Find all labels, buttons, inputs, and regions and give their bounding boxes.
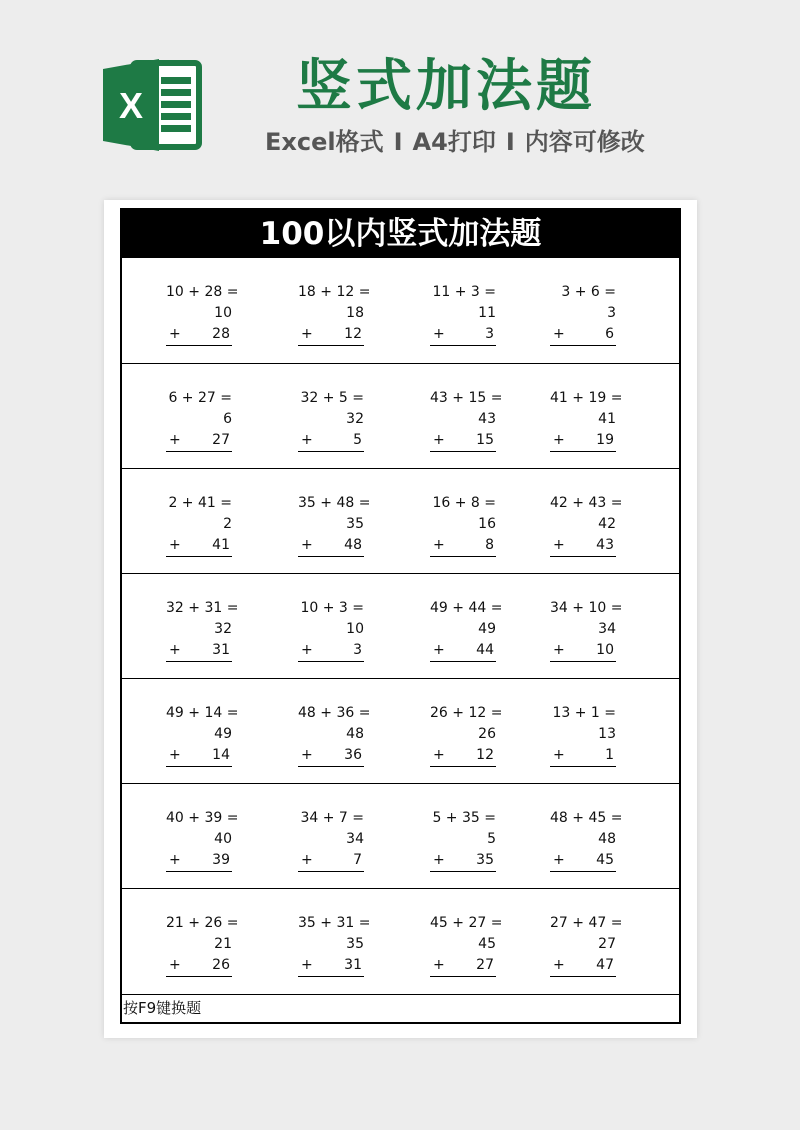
addition-problem[interactable] — [166, 598, 239, 662]
subtitle-format: Excel格式 — [265, 128, 384, 156]
problem-addend-value: 1 — [605, 747, 614, 763]
plus-sign: + — [169, 537, 181, 553]
addition-problem[interactable] — [166, 388, 232, 452]
problem-addend-top: 48 — [598, 831, 616, 847]
addition-problem[interactable] — [166, 808, 239, 872]
problem-addend-bottom — [166, 955, 232, 977]
problem-addend-bottom — [430, 324, 496, 346]
problem-addend-value: 31 — [344, 957, 362, 973]
problem-addend-bottom — [430, 640, 496, 662]
addition-problem[interactable] — [298, 388, 364, 452]
problem-equation: 13 + 1 = — [552, 705, 616, 721]
addition-problem[interactable] — [550, 388, 623, 452]
problem-addend-bottom — [298, 640, 364, 662]
problem-equation: 16 + 8 = — [432, 495, 496, 511]
problem-addend-value: 19 — [596, 432, 614, 448]
problem-addend-value: 10 — [596, 642, 614, 658]
problem-addend-bottom — [166, 535, 232, 557]
problem-equation: 40 + 39 = — [166, 810, 239, 826]
plus-sign: + — [169, 747, 181, 763]
plus-sign: + — [433, 432, 445, 448]
addition-problem[interactable] — [298, 282, 371, 346]
addition-problem[interactable] — [430, 598, 503, 662]
problem-addend-top: 10 — [346, 621, 364, 637]
problem-equation: 49 + 14 = — [166, 705, 239, 721]
problem-addend-bottom — [166, 850, 232, 872]
problem-addend-top: 11 — [478, 305, 496, 321]
problem-addend-top: 42 — [598, 516, 616, 532]
problem-addend-value: 39 — [212, 852, 230, 868]
addition-problem[interactable] — [550, 282, 616, 346]
plus-sign: + — [433, 852, 445, 868]
problem-equation: 11 + 3 = — [432, 284, 496, 300]
problem-addend-value: 35 — [476, 852, 494, 868]
plus-sign: + — [553, 747, 565, 763]
addition-problem[interactable] — [550, 598, 623, 662]
worksheet-footer: 按F9键换题 — [122, 994, 679, 1022]
problem-addend-bottom — [166, 640, 232, 662]
problem-addend-value: 14 — [212, 747, 230, 763]
problem-addend-bottom — [166, 745, 232, 767]
problem-addend-bottom — [430, 430, 496, 452]
problem-row — [122, 783, 679, 888]
addition-problem[interactable] — [298, 493, 371, 557]
plus-sign: + — [553, 642, 565, 658]
problem-addend-bottom — [166, 324, 232, 346]
problem-equation: 48 + 36 = — [298, 705, 371, 721]
problem-equation: 32 + 5 = — [300, 390, 364, 406]
problem-equation: 21 + 26 = — [166, 915, 239, 931]
problem-row — [122, 258, 679, 363]
plus-sign: + — [169, 326, 181, 342]
problem-addend-top: 40 — [214, 831, 232, 847]
addition-problem[interactable] — [430, 493, 496, 557]
subtitle-print: A4打印 — [412, 128, 496, 156]
problem-row — [122, 363, 679, 468]
problem-addend-value: 27 — [476, 957, 494, 973]
plus-sign: + — [553, 432, 565, 448]
problem-equation: 10 + 3 = — [300, 600, 364, 616]
problem-equation: 34 + 10 = — [550, 600, 623, 616]
addition-problem[interactable] — [430, 808, 496, 872]
problem-addend-top: 3 — [607, 305, 616, 321]
problem-equation: 34 + 7 = — [300, 810, 364, 826]
problem-addend-value: 3 — [353, 642, 362, 658]
problem-addend-bottom — [550, 535, 616, 557]
addition-problem[interactable] — [550, 703, 616, 767]
problem-equation: 10 + 28 = — [166, 284, 239, 300]
problem-addend-top: 43 — [478, 411, 496, 427]
problem-addend-value: 26 — [212, 957, 230, 973]
plus-sign: + — [433, 642, 445, 658]
problem-equation: 26 + 12 = — [430, 705, 503, 721]
problem-addend-top: 49 — [478, 621, 496, 637]
problem-addend-bottom — [298, 430, 364, 452]
problem-addend-top: 32 — [214, 621, 232, 637]
problem-equation: 49 + 44 = — [430, 600, 503, 616]
problem-addend-bottom — [550, 955, 616, 977]
problem-addend-value: 5 — [353, 432, 362, 448]
problem-addend-bottom — [298, 955, 364, 977]
problem-equation: 6 + 27 = — [168, 390, 232, 406]
problem-equation: 45 + 27 = — [430, 915, 503, 931]
problem-addend-bottom — [550, 640, 616, 662]
plus-sign: + — [553, 852, 565, 868]
problem-addend-bottom — [166, 430, 232, 452]
excel-logo-letter: X — [118, 85, 144, 126]
excel-icon — [103, 55, 203, 155]
problem-equation: 43 + 15 = — [430, 390, 503, 406]
problem-addend-top: 6 — [223, 411, 232, 427]
addition-problem[interactable] — [298, 808, 364, 872]
problem-addend-top: 45 — [478, 936, 496, 952]
problem-addend-top: 27 — [598, 936, 616, 952]
addition-problem[interactable] — [166, 703, 239, 767]
plus-sign: + — [301, 852, 313, 868]
plus-sign: + — [301, 326, 313, 342]
problem-equation: 32 + 31 = — [166, 600, 239, 616]
addition-problem[interactable] — [430, 388, 503, 452]
problem-addend-bottom — [550, 324, 616, 346]
problem-addend-bottom — [298, 535, 364, 557]
plus-sign: + — [301, 642, 313, 658]
problem-grid — [122, 258, 679, 993]
addition-problem[interactable] — [166, 282, 239, 346]
addition-problem[interactable] — [166, 493, 232, 557]
problem-addend-top: 49 — [214, 726, 232, 742]
problem-addend-bottom — [430, 955, 496, 977]
addition-problem[interactable] — [550, 913, 623, 977]
problem-addend-bottom — [298, 850, 364, 872]
plus-sign: + — [301, 537, 313, 553]
plus-sign: + — [169, 957, 181, 973]
addition-problem[interactable] — [550, 493, 623, 557]
plus-sign: + — [169, 642, 181, 658]
addition-problem[interactable] — [430, 282, 496, 346]
worksheet — [120, 208, 681, 1024]
plus-sign: + — [169, 432, 181, 448]
problem-addend-value: 44 — [476, 642, 494, 658]
problem-addend-value: 8 — [485, 537, 494, 553]
problem-row — [122, 573, 679, 678]
problem-equation: 41 + 19 = — [550, 390, 623, 406]
plus-sign: + — [169, 852, 181, 868]
problem-addend-value: 27 — [212, 432, 230, 448]
paper-preview — [104, 200, 697, 1038]
problem-equation: 5 + 35 = — [432, 810, 496, 826]
addition-problem[interactable] — [550, 808, 623, 872]
problem-addend-value: 31 — [212, 642, 230, 658]
problem-addend-top: 26 — [478, 726, 496, 742]
problem-addend-bottom — [430, 850, 496, 872]
problem-row — [122, 468, 679, 573]
plus-sign: + — [553, 957, 565, 973]
worksheet-title: 100以内竖式加法题 — [122, 210, 679, 258]
problem-addend-top: 32 — [346, 411, 364, 427]
addition-problem[interactable] — [298, 913, 371, 977]
problem-equation: 27 + 47 = — [550, 915, 623, 931]
problem-addend-bottom — [550, 850, 616, 872]
subtitle-editable: 内容可修改 — [524, 128, 645, 156]
problem-addend-value: 45 — [596, 852, 614, 868]
problem-addend-top: 18 — [346, 305, 364, 321]
plus-sign: + — [301, 957, 313, 973]
problem-addend-bottom — [550, 745, 616, 767]
problem-equation: 35 + 48 = — [298, 495, 371, 511]
plus-sign: + — [433, 537, 445, 553]
problem-addend-top: 21 — [214, 936, 232, 952]
plus-sign: + — [433, 747, 445, 763]
problem-addend-top: 34 — [346, 831, 364, 847]
problem-addend-value: 7 — [353, 852, 362, 868]
problem-addend-bottom — [298, 745, 364, 767]
problem-addend-top: 13 — [598, 726, 616, 742]
problem-equation: 35 + 31 = — [298, 915, 371, 931]
problem-addend-top: 41 — [598, 411, 616, 427]
plus-sign: + — [301, 432, 313, 448]
plus-sign: + — [553, 537, 565, 553]
plus-sign: + — [433, 326, 445, 342]
problem-addend-top: 35 — [346, 516, 364, 532]
problem-addend-value: 12 — [476, 747, 494, 763]
problem-addend-value: 12 — [344, 326, 362, 342]
problem-addend-top: 34 — [598, 621, 616, 637]
problem-addend-value: 48 — [344, 537, 362, 553]
plus-sign: + — [301, 747, 313, 763]
problem-addend-value: 3 — [485, 326, 494, 342]
problem-addend-value: 6 — [605, 326, 614, 342]
addition-problem[interactable] — [298, 598, 364, 662]
plus-sign: + — [433, 957, 445, 973]
problem-addend-top: 35 — [346, 936, 364, 952]
problem-addend-value: 36 — [344, 747, 362, 763]
problem-addend-top: 48 — [346, 726, 364, 742]
problem-equation: 3 + 6 = — [561, 284, 616, 300]
plus-sign: + — [553, 326, 565, 342]
addition-problem[interactable] — [430, 703, 503, 767]
addition-problem[interactable] — [430, 913, 503, 977]
subtitle-separator: I — [393, 128, 403, 156]
problem-addend-top: 5 — [487, 831, 496, 847]
problem-addend-bottom — [430, 745, 496, 767]
problem-equation: 48 + 45 = — [550, 810, 623, 826]
problem-equation: 2 + 41 = — [168, 495, 232, 511]
problem-addend-value: 15 — [476, 432, 494, 448]
problem-addend-value: 43 — [596, 537, 614, 553]
problem-equation: 42 + 43 = — [550, 495, 623, 511]
problem-addend-top: 10 — [214, 305, 232, 321]
problem-row — [122, 678, 679, 783]
problem-addend-bottom — [298, 324, 364, 346]
problem-addend-bottom — [430, 535, 496, 557]
problem-addend-value: 41 — [212, 537, 230, 553]
problem-addend-top: 16 — [478, 516, 496, 532]
problem-addend-bottom — [550, 430, 616, 452]
page-title: 竖式加法题 — [296, 54, 596, 119]
problem-addend-top: 2 — [223, 516, 232, 532]
subtitle-separator: I — [505, 128, 515, 156]
header — [0, 0, 800, 200]
problem-equation: 18 + 12 = — [298, 284, 371, 300]
problem-addend-value: 47 — [596, 957, 614, 973]
addition-problem[interactable] — [166, 913, 239, 977]
problem-addend-value: 28 — [212, 326, 230, 342]
addition-problem[interactable] — [298, 703, 371, 767]
problem-row — [122, 888, 679, 993]
page-subtitle — [265, 126, 645, 158]
